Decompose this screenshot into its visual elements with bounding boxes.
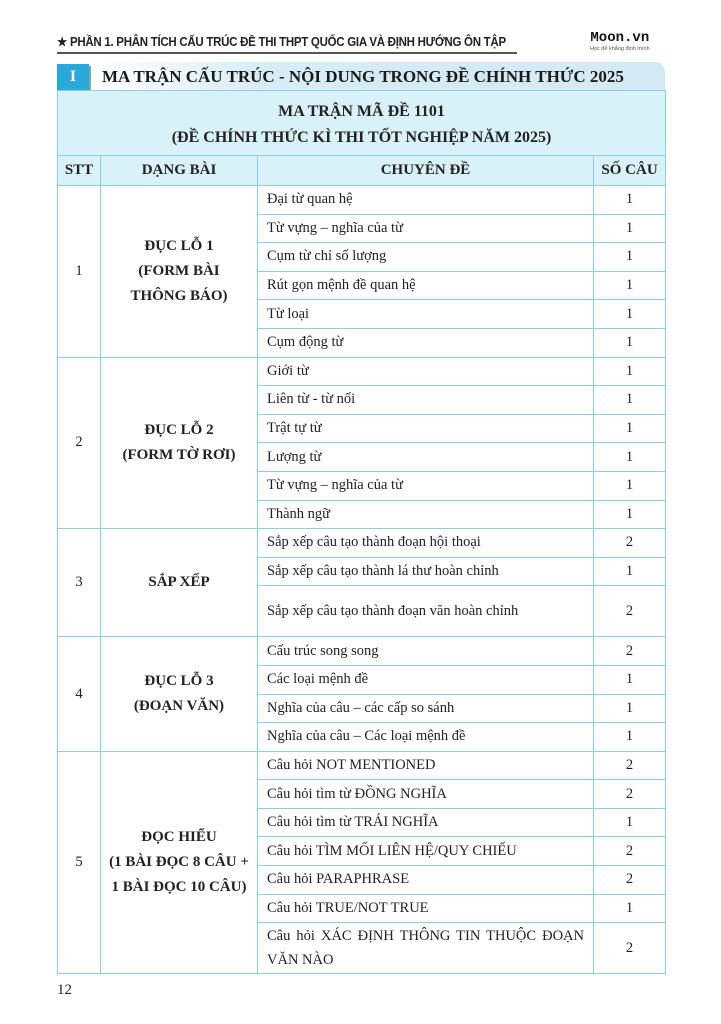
- moon-logo: [590, 30, 650, 52]
- table-row: [58, 529, 666, 558]
- chuyen-de-cell: Từ vựng – nghĩa của từ: [258, 214, 594, 243]
- table-caption: [58, 91, 666, 156]
- chuyen-de-cell: Các loại mệnh đề: [258, 665, 594, 694]
- so-cau-cell: 1: [594, 386, 666, 415]
- so-cau-cell: 1: [594, 300, 666, 329]
- dang-bai-cell: [101, 357, 258, 529]
- so-cau-cell: 2: [594, 780, 666, 809]
- so-cau-cell: 1: [594, 186, 666, 215]
- table-row: [58, 186, 666, 215]
- table-row: [58, 637, 666, 666]
- so-cau-cell: 2: [594, 529, 666, 558]
- so-cau-cell: 2: [594, 586, 666, 637]
- stt-cell: 3: [58, 529, 101, 637]
- chuyen-de-cell: Cụm động từ: [258, 328, 594, 357]
- stt-cell: 1: [58, 186, 101, 358]
- dang-bai-text: SẮP XẾP: [148, 574, 210, 591]
- chuyen-de-cell: Giới từ: [258, 357, 594, 386]
- logo-text: Moon.vn: [590, 30, 650, 46]
- so-cau-cell: 1: [594, 500, 666, 529]
- so-cau-cell: 1: [594, 723, 666, 752]
- chuyen-de-cell: Câu hỏi NOT MENTIONED: [258, 751, 594, 780]
- chuyen-de-cell: Rút gọn mệnh đề quan hệ: [258, 271, 594, 300]
- table-row: [58, 751, 666, 780]
- dang-bai-text: ĐỤC LỖ 3 (ĐOẠN VĂN): [133, 673, 225, 714]
- so-cau-cell: 2: [594, 837, 666, 866]
- so-cau-cell: 1: [594, 894, 666, 923]
- logo-slogan: Học để khẳng định mình: [590, 46, 650, 52]
- stt-cell: 2: [58, 357, 101, 529]
- dang-bai-cell: [101, 637, 258, 751]
- chuyen-de-cell: Cụm từ chỉ số lượng: [258, 243, 594, 272]
- so-cau-cell: 2: [594, 751, 666, 780]
- chuyen-de-cell: Sắp xếp câu tạo thành đoạn văn hoàn chỉnh: [258, 586, 594, 637]
- stt-cell: 5: [58, 751, 101, 974]
- chuyen-de-cell: Từ loại: [258, 300, 594, 329]
- chuyen-de-cell: Cấu trúc song song: [258, 637, 594, 666]
- chuyen-de-cell: Câu hỏi TRUE/NOT TRUE: [258, 894, 594, 923]
- col-header-stt: STT: [58, 156, 101, 186]
- so-cau-cell: 1: [594, 328, 666, 357]
- so-cau-cell: 1: [594, 214, 666, 243]
- chuyen-de-cell: Nghĩa của câu – Các loại mệnh đề: [258, 723, 594, 752]
- chuyen-de-cell: Câu hỏi TÌM MỐI LIÊN HỆ/QUY CHIẾU: [258, 837, 594, 866]
- chuyen-de-cell: Câu hỏi tìm từ ĐỒNG NGHĨA: [258, 780, 594, 809]
- so-cau-cell: 1: [594, 665, 666, 694]
- chuyen-de-cell: Câu hỏi PARAPHRASE: [258, 866, 594, 895]
- table-title: MA TRẬN MÃ ĐỀ 1101: [278, 103, 445, 120]
- so-cau-cell: 1: [594, 471, 666, 500]
- matrix-table: [57, 90, 666, 974]
- so-cau-cell: 1: [594, 414, 666, 443]
- so-cau-cell: 2: [594, 923, 666, 974]
- table-subtitle: (ĐỀ CHÍNH THỨC KÌ THI TỐT NGHIỆP NĂM 2025): [171, 129, 552, 146]
- stt-cell: 4: [58, 637, 101, 751]
- chuyen-de-cell: Từ vựng – nghĩa của từ: [258, 471, 594, 500]
- chuyen-de-cell: Trật tự từ: [258, 414, 594, 443]
- running-header: ★ PHẦN 1. PHÂN TÍCH CẤU TRÚC ĐỀ THI THPT QUỐC GIA VÀ ĐỊNH HƯỚNG ÔN TẬP: [57, 34, 517, 54]
- chuyen-de-cell: Lượng từ: [258, 443, 594, 472]
- so-cau-cell: 1: [594, 808, 666, 837]
- chuyen-de-cell: Nghĩa của câu – các cấp so sánh: [258, 694, 594, 723]
- dang-bai-cell: [101, 529, 258, 637]
- chuyen-de-cell: Sắp xếp câu tạo thành đoạn hội thoại: [258, 529, 594, 558]
- so-cau-cell: 1: [594, 694, 666, 723]
- table-row: [58, 357, 666, 386]
- chuyen-de-cell: Thành ngữ: [258, 500, 594, 529]
- so-cau-cell: 1: [594, 243, 666, 272]
- dang-bai-cell: [101, 751, 258, 974]
- chuyen-de-cell: Câu hỏi tìm từ TRÁI NGHĨA: [258, 808, 594, 837]
- col-header-dang-bai: DẠNG BÀI: [101, 156, 258, 186]
- chuyen-de-cell: Đại từ quan hệ: [258, 186, 594, 215]
- section-number: I: [57, 64, 89, 90]
- dang-bai-text: ĐỤC LỖ 1 (FORM BÀI THÔNG BÁO): [130, 237, 228, 304]
- col-header-so-cau: SỐ CÂU: [594, 156, 666, 186]
- so-cau-cell: 1: [594, 271, 666, 300]
- dang-bai-text: ĐỤC LỖ 2 (FORM TỜ RƠI): [122, 421, 236, 463]
- so-cau-cell: 1: [594, 557, 666, 586]
- so-cau-cell: 2: [594, 866, 666, 895]
- dang-bai-text: ĐỌC HIỂU (1 BÀI ĐỌC 8 CÂU + 1 BÀI ĐỌC 10 CÂU): [109, 828, 249, 895]
- so-cau-cell: 1: [594, 357, 666, 386]
- dang-bai-cell: [101, 186, 258, 358]
- section-title: MA TRẬN CẤU TRÚC - NỘI DUNG TRONG ĐỀ CHÍNH THỨC 2025: [102, 67, 624, 86]
- chuyen-de-cell: Câu hỏi XÁC ĐỊNH THÔNG TIN THUỘC ĐOẠN VĂN NÀO: [258, 923, 594, 974]
- page-number: 12: [57, 982, 72, 998]
- chuyen-de-cell: Liên từ - từ nối: [258, 386, 594, 415]
- so-cau-cell: 2: [594, 637, 666, 666]
- section-heading: [57, 62, 665, 92]
- chuyen-de-cell: Sắp xếp câu tạo thành lá thư hoàn chỉnh: [258, 557, 594, 586]
- so-cau-cell: 1: [594, 443, 666, 472]
- col-header-chuyen-de: CHUYÊN ĐỀ: [258, 156, 594, 186]
